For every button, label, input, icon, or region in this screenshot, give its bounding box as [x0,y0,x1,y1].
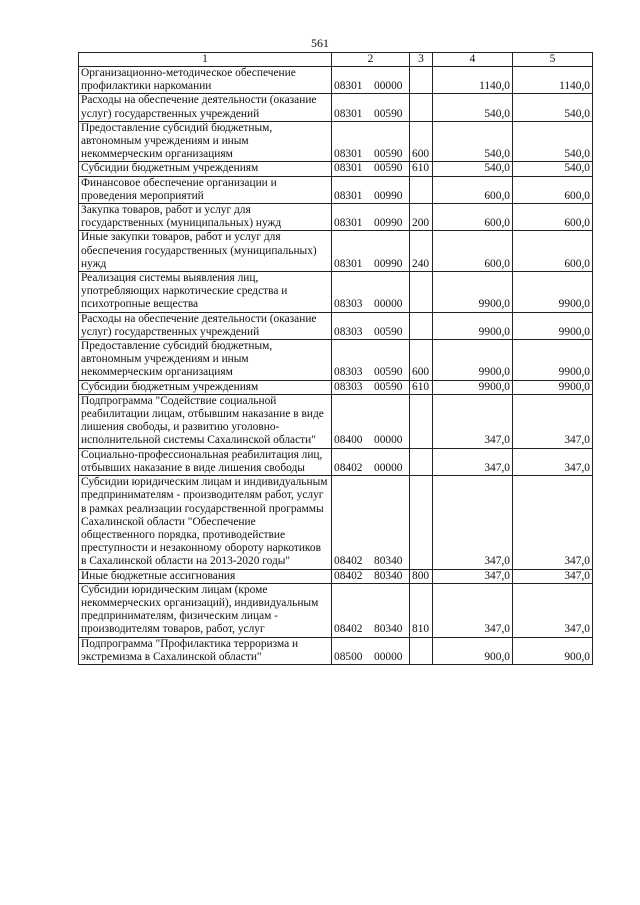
row-expense-type [410,67,433,94]
row-target-code-program: 08303 [334,298,363,311]
row-target-code-direction: 80340 [374,623,403,636]
row-expense-type: 610 [410,380,433,394]
row-expense-type [410,637,433,664]
row-amount-col4: 9900,0 [433,340,513,381]
row-expense-type: 800 [410,569,433,583]
row-amount-col4: 1140,0 [433,67,513,94]
row-target-code [332,272,410,313]
row-amount-col5: 347,0 [513,583,593,637]
row-expense-type: 810 [410,583,433,637]
row-name: Иные закупки товаров, работ и услуг для обеспечения государственных (муниципальных) нужд [79,231,332,272]
row-amount-col4: 600,0 [433,231,513,272]
row-target-code [332,94,410,121]
row-amount-col5: 9900,0 [513,312,593,339]
row-target-code-direction: 00000 [374,80,403,93]
row-target-code-program: 08301 [334,107,363,120]
row-amount-col5: 347,0 [513,476,593,569]
table-row [79,637,593,664]
row-target-code-direction: 00590 [374,325,403,338]
row-target-code [332,394,410,448]
row-name: Финансовое обеспечение организации и проведения мероприятий [79,176,332,203]
table-row [79,380,593,394]
row-target-code-program: 08402 [334,461,363,474]
row-amount-col4: 600,0 [433,204,513,231]
row-name: Социально-профессиональная реабилитация лиц, отбывших наказание в виде лишения свободы [79,448,332,475]
row-target-code [332,67,410,94]
row-target-code [332,162,410,176]
row-amount-col5: 9900,0 [513,380,593,394]
row-target-code-direction: 00000 [374,298,403,311]
row-target-code-direction: 00590 [374,107,403,120]
row-amount-col5: 900,0 [513,637,593,664]
row-amount-col4: 540,0 [433,94,513,121]
table-row [79,569,593,583]
row-target-code [332,569,410,583]
row-expense-type [410,94,433,121]
row-target-code-program: 08301 [334,80,363,93]
row-target-code-direction: 00000 [374,434,403,447]
row-target-code [332,476,410,569]
row-name: Расходы на обеспечение деятельности (оказание услуг) государственных учреждений [79,94,332,121]
row-expense-type [410,448,433,475]
row-amount-col5: 9900,0 [513,340,593,381]
row-target-code [332,583,410,637]
row-expense-type: 200 [410,204,433,231]
row-amount-col5: 540,0 [513,94,593,121]
table-row [79,67,593,94]
row-amount-col5: 347,0 [513,569,593,583]
row-target-code-direction: 00990 [374,189,403,202]
column-header-4: 4 [433,53,513,67]
row-expense-type: 610 [410,162,433,176]
row-target-code-direction: 00590 [374,366,403,379]
row-amount-col4: 600,0 [433,176,513,203]
row-target-code-program: 08301 [334,189,363,202]
page-number: 561 [311,36,329,50]
budget-table [78,52,593,665]
row-expense-type: 600 [410,121,433,162]
row-target-code-program: 08402 [334,555,363,568]
row-name: Реализация системы выявления лиц, употребляющих наркотические средства и психотропные вещества [79,272,332,313]
row-amount-col4: 9900,0 [433,312,513,339]
row-target-code [332,380,410,394]
row-amount-col5: 600,0 [513,231,593,272]
row-name: Субсидии юридическим лицам и индивидуальным предпринимателям - производителям работ, услуг в рамках реализации государственной программы Сахалинской области "Обеспечение общественного порядка, противодействие преступности и незаконному обороту наркотиков в Сахалинской области на 2013-2020 годы" [79,476,332,569]
row-amount-col4: 347,0 [433,583,513,637]
row-amount-col5: 347,0 [513,394,593,448]
row-expense-type [410,176,433,203]
row-amount-col5: 600,0 [513,176,593,203]
row-amount-col5: 540,0 [513,121,593,162]
table-row [79,176,593,203]
row-target-code-direction: 00990 [374,217,403,230]
row-target-code [332,340,410,381]
table-header-row [79,53,593,67]
table-row [79,162,593,176]
table-row [79,312,593,339]
row-target-code-direction: 00590 [374,380,403,393]
row-target-code [332,121,410,162]
table-row [79,272,593,313]
row-amount-col4: 540,0 [433,121,513,162]
column-header-5: 5 [513,53,593,67]
row-amount-col4: 347,0 [433,569,513,583]
row-target-code [332,176,410,203]
row-target-code-direction: 80340 [374,569,403,582]
row-target-code-program: 08301 [334,148,363,161]
table-row [79,476,593,569]
column-header-1: 1 [79,53,332,67]
row-target-code-direction: 00590 [374,162,403,175]
row-amount-col4: 540,0 [433,162,513,176]
row-name: Закупка товаров, работ и услуг для государственных (муниципальных) нужд [79,204,332,231]
row-target-code [332,448,410,475]
row-expense-type [410,272,433,313]
row-target-code-program: 08402 [334,569,363,582]
row-expense-type [410,476,433,569]
row-amount-col4: 900,0 [433,637,513,664]
row-target-code-direction: 00000 [374,650,403,663]
table-row [79,121,593,162]
row-amount-col5: 347,0 [513,448,593,475]
row-target-code [332,204,410,231]
row-name: Предоставление субсидий бюджетным, автономным учреждениям и иным некоммерческим организациям [79,121,332,162]
table-row [79,583,593,637]
column-header-3: 3 [410,53,433,67]
table-row [79,448,593,475]
column-header-2: 2 [332,53,410,67]
row-amount-col5: 600,0 [513,204,593,231]
row-amount-col5: 9900,0 [513,272,593,313]
table-row [79,394,593,448]
row-name: Субсидии бюджетным учреждениям [79,162,332,176]
row-amount-col4: 9900,0 [433,380,513,394]
row-expense-type: 240 [410,231,433,272]
row-target-code-direction: 80340 [374,555,403,568]
row-target-code-direction: 00590 [374,148,403,161]
row-target-code-direction: 00000 [374,461,403,474]
row-name: Подпрограмма "Профилактика терроризма и экстремизма в Сахалинской области" [79,637,332,664]
row-expense-type [410,312,433,339]
row-name: Субсидии юридическим лицам (кроме некоммерческих организаций), индивидуальным предпринимателям, физическим лицам - производителям товаров, работ, услуг [79,583,332,637]
row-target-code-program: 08400 [334,434,363,447]
row-name: Иные бюджетные ассигнования [79,569,332,583]
row-target-code-program: 08500 [334,650,363,663]
row-target-code-program: 08303 [334,325,363,338]
row-expense-type [410,394,433,448]
row-amount-col5: 1140,0 [513,67,593,94]
row-target-code-program: 08301 [334,257,363,270]
row-name: Предоставление субсидий бюджетным, автономным учреждениям и иным некоммерческим организациям [79,340,332,381]
row-target-code-program: 08303 [334,380,363,393]
row-name: Организационно-методическое обеспечение профилактики наркомании [79,67,332,94]
row-target-code-program: 08402 [334,623,363,636]
row-target-code [332,231,410,272]
row-target-code [332,637,410,664]
row-target-code-program: 08303 [334,366,363,379]
row-amount-col4: 347,0 [433,394,513,448]
row-amount-col4: 9900,0 [433,272,513,313]
row-name: Подпрограмма "Содействие социальной реабилитации лицам, отбывшим наказание в виде лишения свободы, и развитию уголовно-исполнительной системы Сахалинской области" [79,394,332,448]
row-name: Субсидии бюджетным учреждениям [79,380,332,394]
row-expense-type: 600 [410,340,433,381]
table-row [79,231,593,272]
table-row [79,94,593,121]
row-amount-col5: 540,0 [513,162,593,176]
row-target-code-direction: 00990 [374,257,403,270]
row-name: Расходы на обеспечение деятельности (оказание услуг) государственных учреждений [79,312,332,339]
row-amount-col4: 347,0 [433,476,513,569]
row-target-code [332,312,410,339]
row-target-code-program: 08301 [334,162,363,175]
table-row [79,204,593,231]
row-amount-col4: 347,0 [433,448,513,475]
row-target-code-program: 08301 [334,217,363,230]
table-row [79,340,593,381]
